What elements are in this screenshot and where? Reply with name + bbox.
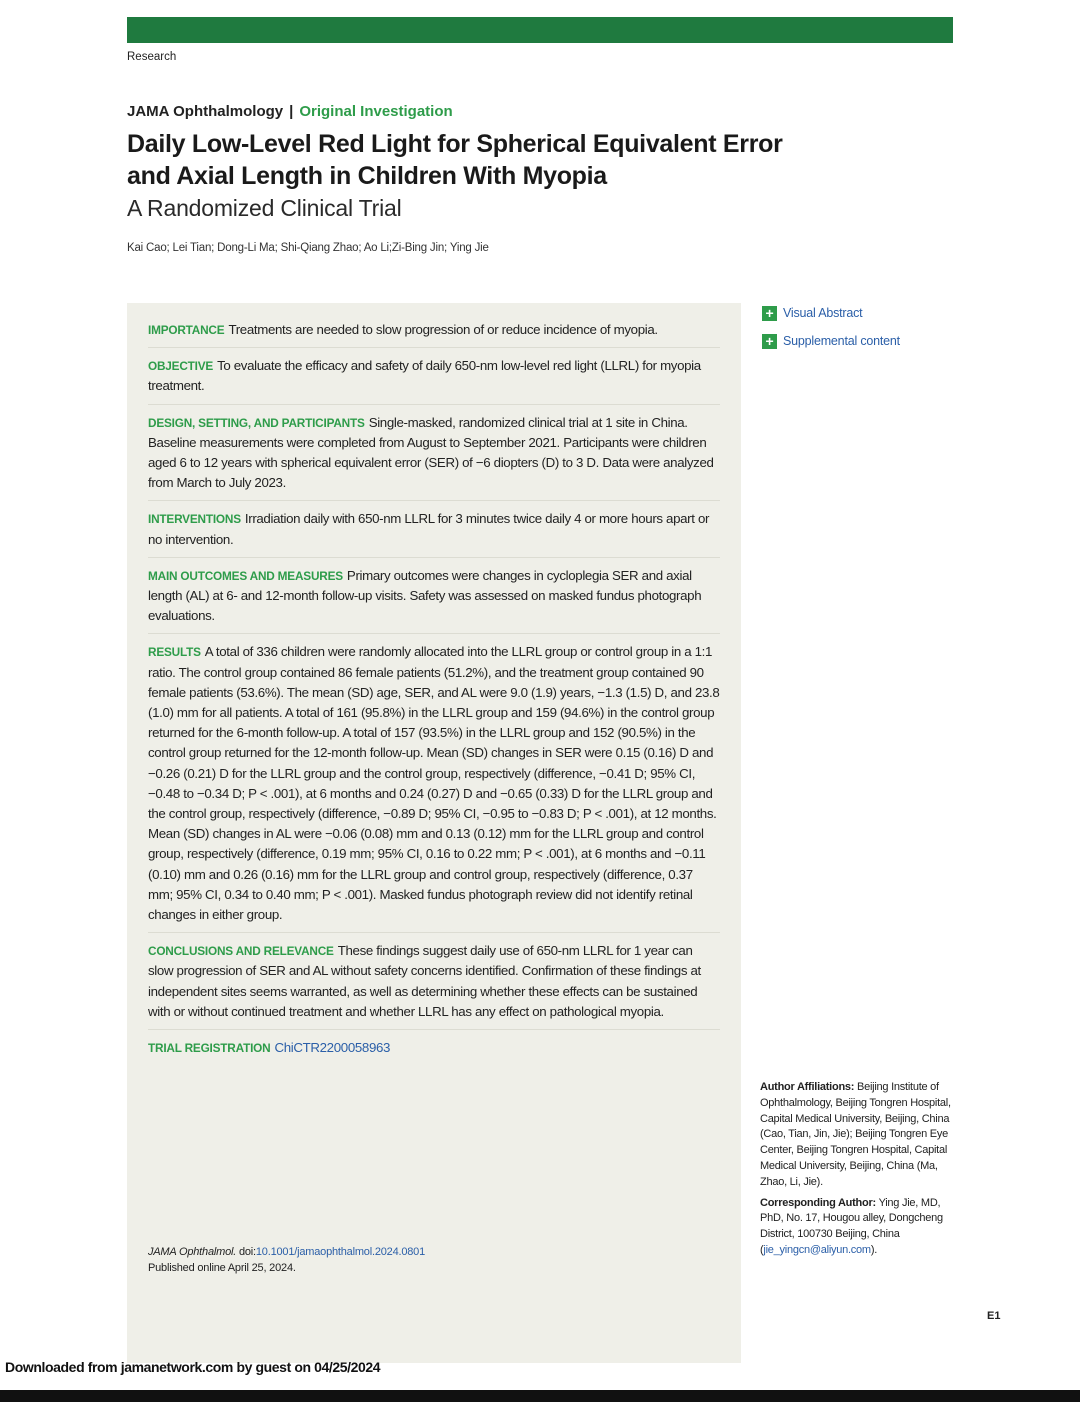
abstract-heading: CONCLUSIONS AND RELEVANCE <box>148 944 334 959</box>
abstract-text: These findings suggest daily use of 650-nm LLRL for 1 year can slow progression of SER and AL without safety concerns identified. Confirmation of these findings at independent sites seems warranted, as well as determining whether these effects can be sustained with or without continued treatment and whether LLRL has any effect on pathological myopia. <box>148 943 701 1019</box>
corresponding-text: Ying Jie, MD, PhD, No. 17, Hougou alley, Dongcheng District, 100730 Beijing, China ( <box>760 1196 943 1256</box>
supplemental-content-label: Supplemental content <box>783 334 900 348</box>
journal-separator: | <box>289 103 294 120</box>
corresponding-email-link[interactable]: jie_yingcn@aliyun.com <box>763 1243 871 1256</box>
journal-line <box>127 103 453 120</box>
abstract-results <box>148 640 720 933</box>
abstract-objective <box>148 354 720 404</box>
abstract-design <box>148 411 720 502</box>
journal-color-bar <box>127 17 953 43</box>
plus-icon: + <box>762 306 777 321</box>
corresponding-end: ). <box>870 1243 878 1256</box>
corresponding-heading: Corresponding Author: <box>760 1196 876 1209</box>
published-date: Published online April 25, 2024. <box>148 1262 296 1274</box>
section-label: Research <box>127 51 177 63</box>
affiliations-heading: Author Affiliations: <box>760 1081 855 1093</box>
article-subtitle: A Randomized Clinical Trial <box>127 195 402 221</box>
author-list: Kai Cao; Lei Tian; Dong-Li Ma; Shi-Qiang Zhao; Ao Li;Zi-Bing Jin; Ying Jie <box>127 242 489 254</box>
journal-name: JAMA Ophthalmology <box>127 103 284 120</box>
abstract <box>148 318 720 1071</box>
abstract-text: Primary outcomes were changes in cycloplegia SER and axial length (AL) at 6- and 12-month follow-up visits. Safety was assessed on masked fundus photograph evaluations. <box>148 567 702 624</box>
corresponding-author <box>760 1196 956 1259</box>
abstract-outcomes <box>148 564 720 635</box>
download-note: Downloaded from jamanetwork.com by guest on 04/25/2024 <box>5 1359 381 1375</box>
abstract-text: To evaluate the efficacy and safety of daily 650-nm low-level red light (LLRL) for myopia treatment. <box>148 358 701 394</box>
journal-abbrev: JAMA Ophthalmol. <box>148 1246 237 1258</box>
abstract-interventions <box>148 507 720 557</box>
citation-doi-line <box>148 1244 425 1260</box>
author-info <box>760 1080 956 1264</box>
plus-icon: + <box>762 334 777 349</box>
abstract-text: Single-masked, randomized clinical trial at 1 site in China. Baseline measurements were completed from August to September 2021. Participants were children aged 6 to 12 years with spherical equivalent error (SER) of −6 diopters (D) to 3 D. Data were analyzed from March to July 2023. <box>148 414 714 491</box>
abstract-heading: OBJECTIVE <box>148 359 214 374</box>
affiliations-text: Beijing Institute of Ophthalmology, Beijing Tongren Hospital, Capital Medical University, Beijing, China (Cao, Tian, Jin, Jie); Beijing Tongren Eye Center, Beijing Tongren Hospital, Capital Medical University, Beijing, China (Ma, Zhao, Li, Jie). <box>760 1081 951 1188</box>
abstract-heading: IMPORTANCE <box>148 323 225 337</box>
author-affiliations <box>760 1080 956 1191</box>
trial-registration-link[interactable]: ChiCTR2200058963 <box>274 1040 391 1056</box>
side-links <box>762 299 900 355</box>
supplemental-content-link[interactable] <box>762 327 900 355</box>
citation <box>148 1244 425 1276</box>
abstract-heading: DESIGN, SETTING, AND PARTICIPANTS <box>148 415 365 430</box>
bottom-bar <box>0 1390 1080 1402</box>
abstract-trial-registration <box>148 1036 720 1065</box>
abstract-text: A total of 336 children were randomly allocated into the LLRL group or control group in a 1:1 ratio. The control group contained 86 female patients (51.2%), and the treatment group contained 90 female patients (53.6%). The mean (SD) age, SER, and AL were 9.0 (1.9) years, −1.3 (1.5) D, and 23.8 (1.0) mm for all patients. A total of 161 (95.8%) in the LLRL group and 159 (94.6%) in the control group returned for the 6-month follow-up. A total of 157 (93.5%) in the LLRL group and 152 (90.5%) in the control group returned for the 12-month follow-up. Mean (SD) changes in SER were 0.15 (0.16) D and −0.26 (0.21) D for the LLRL group and the control group, respectively (difference, −0.41 D; 95% CI, −0.48 to −0.34 D; P < .001), at 6 months and 0.24 (0.27) D and −0.65 (0.33) D for the LLRL group and the control group, respectively (difference, −0.89 D; 95% CI, −0.95 to −0.83 D; P < .001), at 12 months. Mean (SD) changes in AL were −0.06 (0.08) mm and 0.13 (0.12) mm for the LLRL group and control group, respectively (difference, 0.19 mm; 95% CI, 0.16 to 0.22 mm; P < .001), at 6 months and −0.11 (0.10) mm and 0.26 (0.16) mm for the LLRL group and control group, respectively (difference, 0.37 mm; 95% CI, 0.34 to 0.40 mm; P < .001). Masked fundus photograph review did not identify retinal changes in either group. <box>148 644 720 923</box>
abstract-heading: TRIAL REGISTRATION <box>148 1041 271 1056</box>
abstract-heading: RESULTS <box>148 645 201 660</box>
abstract-text: Treatments are needed to slow progression of or reduce incidence of myopia. <box>228 322 658 337</box>
abstract-importance <box>148 318 720 348</box>
doi-prefix: doi: <box>238 1246 256 1258</box>
visual-abstract-label: Visual Abstract <box>783 306 863 320</box>
visual-abstract-link[interactable] <box>762 299 900 327</box>
doi-link[interactable]: 10.1001/jamaophthalmol.2024.0801 <box>255 1246 426 1258</box>
abstract-heading: MAIN OUTCOMES AND MEASURES <box>148 568 343 583</box>
abstract-text: Irradiation daily with 650-nm LLRL for 3 minutes twice daily 4 or more hours apart or no intervention. <box>148 511 710 547</box>
article-title: Daily Low-Level Red Light for Spherical Equivalent Error and Axial Length in Children With Myopia <box>127 130 783 190</box>
page-number: E1 <box>987 1310 1001 1322</box>
abstract-conclusions <box>148 939 720 1030</box>
article-type: Original Investigation <box>299 103 453 120</box>
abstract-heading: INTERVENTIONS <box>148 512 241 527</box>
